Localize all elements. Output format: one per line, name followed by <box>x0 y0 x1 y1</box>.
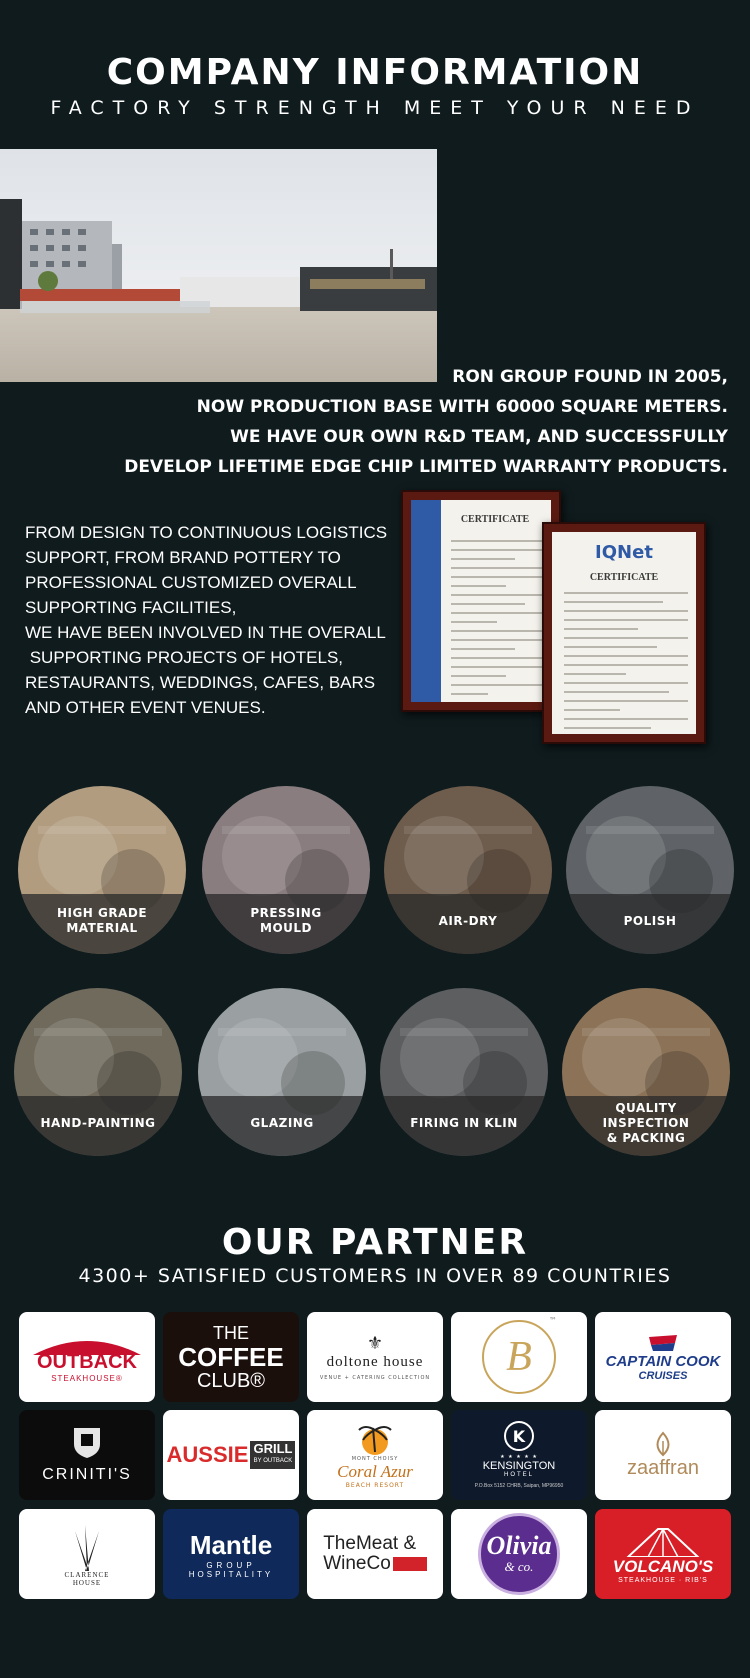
certificate-text-lines <box>564 592 688 734</box>
description-line: FROM DESIGN TO CONTINUOUS LOGISTICS <box>25 523 388 542</box>
kensington-k-emblem: K <box>504 1421 534 1451</box>
outback-tagline: STEAKHOUSE® <box>51 1374 123 1383</box>
coral-azur-name: Coral Azur <box>337 1461 413 1481</box>
process-label: GLAZING <box>198 1096 366 1156</box>
outback-logo <box>19 1312 155 1402</box>
description-line: RESTAURANTS, WEDDINGS, CAFES, BARS <box>25 673 376 692</box>
meat-wine-line2: WineCo <box>323 1553 391 1574</box>
process-step <box>14 988 182 1156</box>
aussie-name: AUSSIE <box>166 1442 249 1467</box>
history-line: NOW PRODUCTION BASE WITH 60000 SQUARE METERS. <box>196 397 728 417</box>
iqnet-certificate <box>542 522 706 744</box>
shield-icon <box>72 1426 102 1460</box>
kensington-address: P.O.Box 5152 CHRB, Saipan, MP96950 <box>474 1483 564 1489</box>
process-step <box>562 988 730 1156</box>
description-line: PROFESSIONAL CUSTOMIZED OVERALL <box>25 573 357 592</box>
page-title: COMPANY INFORMATION <box>106 52 644 93</box>
process-label: HIGH GRADE MATERIAL <box>18 894 186 954</box>
meat-wine-line1: TheMeat & <box>323 1533 417 1554</box>
factory-building-icon <box>0 149 437 382</box>
captain-cook-tagline: CRUISES <box>638 1369 688 1382</box>
volcanos-tagline: STEAKHOUSE · RIB'S <box>618 1576 708 1584</box>
b-brand-logo <box>451 1312 587 1402</box>
page-subtitle: FACTORY STRENGTH MEET YOUR NEED <box>50 97 700 119</box>
kensington-tagline: HOTEL <box>503 1472 534 1478</box>
description-line: SUPPORT, FROM BRAND POTTERY TO <box>25 548 341 567</box>
coffee-club-logo <box>163 1312 299 1402</box>
process-label: FIRING IN KLIN <box>380 1096 548 1156</box>
mantle-name: Mantle <box>189 1529 273 1560</box>
company-history <box>28 362 728 482</box>
clarence-tagline: HOUSE <box>72 1579 102 1587</box>
description-line: WE HAVE BEEN INVOLVED IN THE OVERALL <box>25 623 386 642</box>
process-step <box>18 786 186 954</box>
process-step <box>202 786 370 954</box>
captain-cook-logo <box>595 1312 731 1402</box>
grass-blades-icon <box>67 1521 107 1571</box>
doltone-house-logo <box>307 1312 443 1402</box>
grill-name: GRILL <box>253 1441 293 1456</box>
partners-subtitle: 4300+ SATISFIED CUSTOMERS IN OVER 89 COUNTRIES <box>78 1265 672 1287</box>
clarence-name: CLARENCE <box>64 1571 110 1579</box>
mantle-group-logo <box>163 1509 299 1599</box>
olivia-tagline: & co. <box>504 1559 534 1574</box>
process-label: AIR-DRY <box>384 894 552 954</box>
trademark-mark: ™ <box>549 1316 557 1325</box>
zaaffran-name: zaaffran <box>627 1456 699 1479</box>
palm-sunset-icon <box>353 1422 397 1456</box>
mantle-group: GROUP <box>206 1560 256 1570</box>
doltone-tagline: VENUE + CATERING COLLECTION <box>319 1375 431 1381</box>
process-step <box>380 988 548 1156</box>
volcanos-name: VOLCANO'S <box>612 1556 714 1576</box>
coffee-club-coffee: COFFEE <box>178 1342 284 1372</box>
description-line: SUPPORTING FACILITIES, <box>25 598 237 617</box>
meat-wine-co-logo <box>307 1509 443 1599</box>
mantle-hospitality: HOSPITALITY <box>188 1569 274 1579</box>
outback-name: OUTBACK <box>37 1351 137 1373</box>
grill-tagline: BY OUTBACK <box>253 1458 293 1464</box>
fleur-de-lis-icon: ⚜ <box>366 1333 384 1354</box>
coffee-club-club: CLUB® <box>196 1370 266 1392</box>
doltone-name: doltone house <box>326 1354 424 1370</box>
history-line: RON GROUP FOUND IN 2005, <box>452 367 728 387</box>
certificate-heading: CERTIFICATE <box>460 514 530 525</box>
captain-cook-name: CAPTAIN COOK <box>605 1352 721 1370</box>
factory-photo <box>0 149 437 382</box>
b-brand-letter: B <box>506 1334 532 1380</box>
process-step <box>566 786 734 954</box>
meat-wine-red-bar <box>393 1557 427 1571</box>
partners-title: OUR PARTNER <box>221 1222 529 1263</box>
description-line: AND OTHER EVENT VENUES. <box>25 698 266 717</box>
certificate-stripe <box>411 500 441 702</box>
flag-icon <box>645 1333 681 1353</box>
aussie-grill-logo <box>163 1410 299 1500</box>
olivia-co-logo <box>451 1509 587 1599</box>
company-description <box>25 520 405 720</box>
kensington-hotel-logo: K ★ ★ ★ ★ ★ KENSINGTON HOTEL P.O.Box 5152 CHRB, Saipan, MP96950 <box>451 1410 587 1500</box>
description-line: SUPPORTING PROJECTS OF HOTELS, <box>25 648 344 667</box>
certificate-text-lines <box>451 540 543 702</box>
process-step <box>198 988 366 1156</box>
process-step <box>384 786 552 954</box>
process-label: HAND-PAINTING <box>14 1096 182 1156</box>
kensington-name: KENSINGTON <box>482 1460 556 1472</box>
process-label: PRESSING MOULD <box>202 894 370 954</box>
leaf-icon <box>650 1431 676 1457</box>
clarence-house-logo <box>19 1509 155 1599</box>
iqnet-logo: IQNet <box>595 542 653 563</box>
history-line: WE HAVE OUR OWN R&D TEAM, AND SUCCESSFULLY <box>230 427 728 447</box>
olivia-name: Olivia <box>486 1531 552 1560</box>
quality-certificate <box>401 490 561 712</box>
zaaffran-logo <box>595 1410 731 1500</box>
coral-azur-top: MONT CHOISY <box>351 1455 399 1462</box>
crinitis-logo <box>19 1410 155 1500</box>
process-label: QUALITY INSPECTION & PACKING <box>562 1096 730 1156</box>
certificate-heading: CERTIFICATE <box>589 572 659 583</box>
crinitis-name: CRINITI'S <box>42 1466 132 1483</box>
process-label: POLISH <box>566 894 734 954</box>
coral-azur-tagline: BEACH RESORT <box>345 1481 405 1489</box>
history-line: DEVELOP LIFETIME EDGE CHIP LIMITED WARRANTY PRODUCTS. <box>124 457 728 477</box>
volcano-icon <box>618 1525 708 1557</box>
volcanos-logo <box>595 1509 731 1599</box>
coral-azur-logo <box>307 1410 443 1500</box>
coffee-club-the: THE <box>212 1323 249 1343</box>
